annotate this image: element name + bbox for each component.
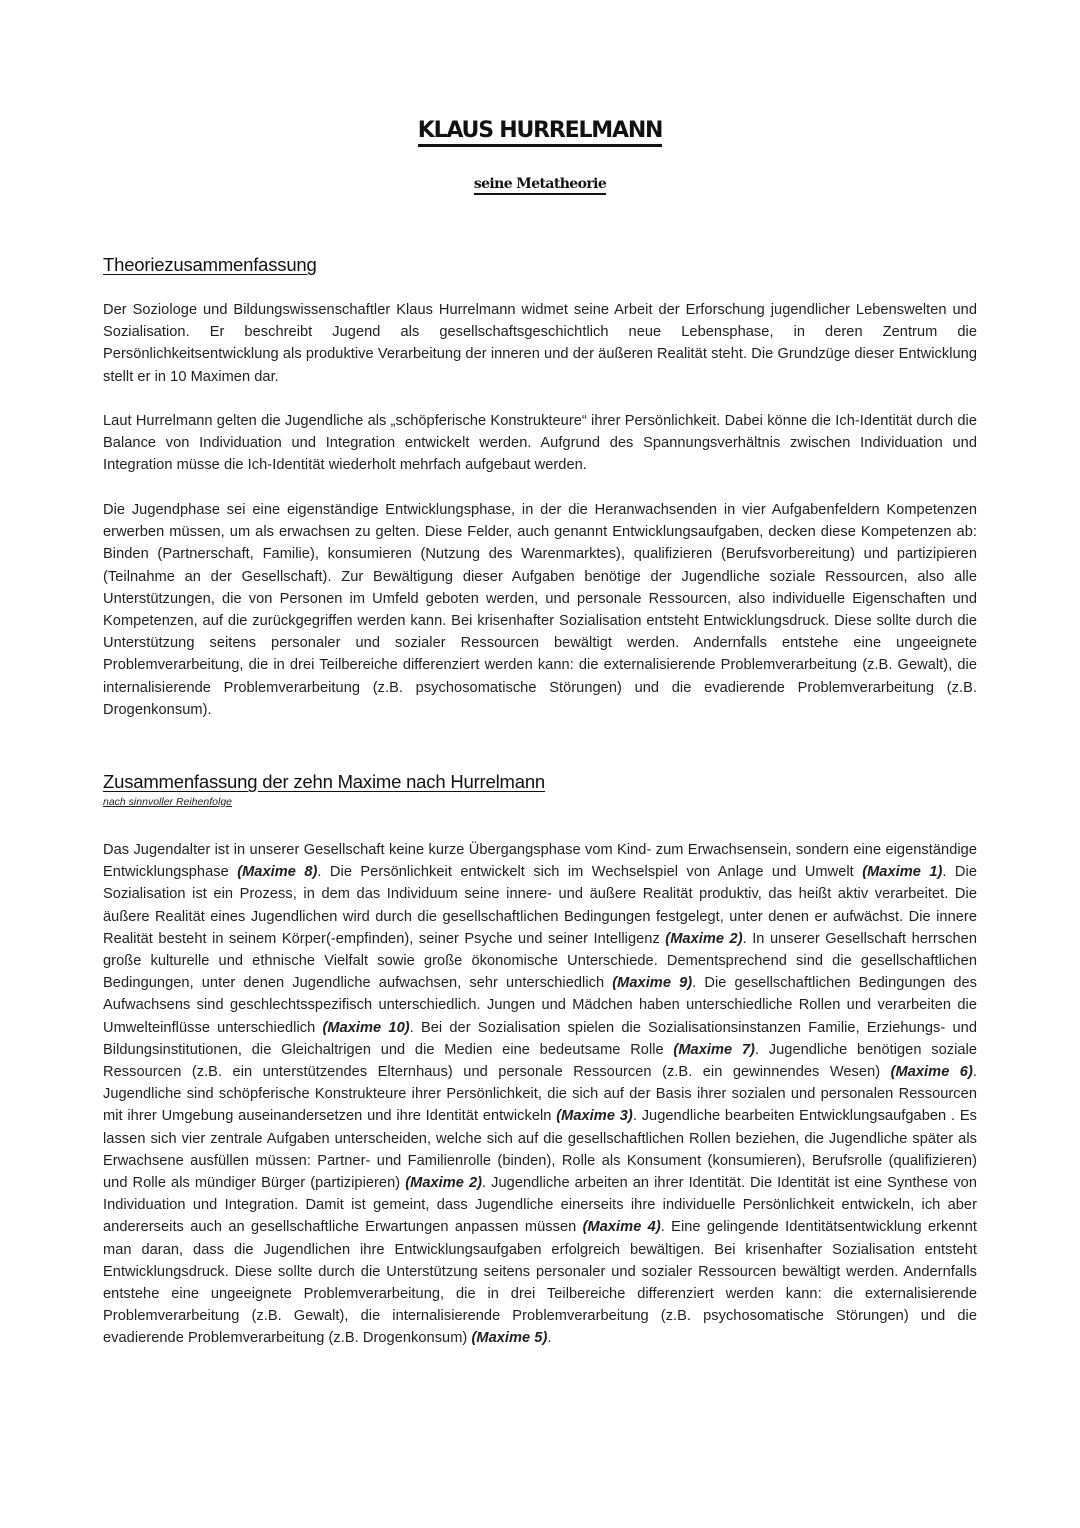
document-subtitle-text: seine Metatheorie [474, 176, 606, 195]
maxims-text-segment: . Die gesellschaftlichen Bedingungen des Aufwachsens sind geschlechtsspezifisch unterschiedlich. Jungen und Mädchen haben unterschiedliche Rollen und verarbeiten die Umwelteinflüsse unterschiedlich [103, 975, 978, 1036]
document-title-text: KLAUS HURRELMANN [418, 118, 663, 147]
maxims-text-segment: . Die Persönlichkeit entwickelt sich im Wechselspiel von Anlage und Umwelt [317, 864, 863, 881]
document-subtitle [103, 175, 977, 195]
maxims-text-segment: . Jugendliche bearbeiten Entwicklungsaufgaben . Es lassen sich vier zentrale Aufgaben unterscheiden, welche sich auf die gesellschaftlichen Rollen beziehen, die Jugendliche später als Erwachsene ausfüllen müssen: Partner- und Familienrolle (binden), Rolle als Konsument (konsumieren), Berufsrolle (qualifizieren) und Rolle als mündiger Bürger (partizipieren) [103, 1108, 977, 1192]
document-title [103, 118, 977, 147]
theory-paragraph-1: Der Soziologe und Bildungswissenschaftler Klaus Hurrelmann widmet seine Arbeit der Erforschung jugendlicher Lebenswelten und Sozialisation. Er beschreibt Jugend als gesellschaftsgeschichtlich neue Lebensphase, in deren Zentrum die Persönlichkeitsentwicklung als produktive Verarbeitung der inneren und der äußeren Realität steht. Die Grundzüge dieser Entwicklung stellt er in 10 Maximen dar. [103, 302, 977, 385]
maxim-reference: (Maxime 9) [612, 975, 693, 992]
maxims-text-segment: . [547, 1330, 552, 1347]
maxim-reference: (Maxime 3) [556, 1108, 633, 1125]
maxim-reference: (Maxime 7) [673, 1041, 755, 1058]
maxims-text-segment: . Jugendliche arbeiten an ihrer Identität. Die Identität ist eine Synthese von Individuation und Integration. Damit ist gemeint, dass Jugendliche einerseits ihre individuelle Persönlichkeit entwickeln, ich aber andererseits auch an gesellschaftliche Erwartungen anpassen müssen [103, 1175, 978, 1236]
maxim-reference: (Maxime 6) [890, 1064, 973, 1081]
maxim-reference: (Maxime 5) [471, 1330, 548, 1347]
maxim-reference: (Maxime 4) [582, 1219, 661, 1236]
theory-paragraph-2: Laut Hurrelmann gelten die Jugendliche als „schöpferische Konstrukteure“ ihrer Persönlichkeit. Dabei könne die Ich-Identität durch die Balance von Individuation und Integration entwickelt werden. Aufgrund des Spannungsverhältnis zwischen Individuation und Integration müsse die Ich-Identität wiederholt mehrfach aufgebaut werden. [103, 413, 977, 474]
maxim-reference: (Maxime 1) [862, 864, 943, 881]
maxim-reference: (Maxime 8) [237, 864, 318, 881]
maxim-reference: (Maxime 2) [665, 930, 743, 947]
maxims-text-segment: Das Jugendalter ist in unserer Gesellschaft keine kurze Übergangsphase vom Kind- zum Erwachsensein, sondern eine eigenständige Entwicklungsphase [103, 842, 977, 881]
section-heading-theory: Theoriezusammenfassung [103, 254, 317, 275]
section-heading-maxims: Zusammenfassung der zehn Maxime nach Hurrelmann [103, 771, 545, 792]
maxim-reference: (Maxime 2) [405, 1175, 483, 1192]
maxims-text-segment: . In unserer Gesellschaft herrschen große kulturelle und ethnische Vielfalt sowie große ökonomische Unterschiede. Dementsprechend sind die gesellschaftlichen Bedingungen, unter denen Jugendliche aufwachsen, sehr unterschiedlich [103, 930, 977, 992]
maxim-reference: (Maxime 10) [322, 1019, 410, 1036]
maxims-text-segment: . Bei der Sozialisation spielen die Sozialisationsinstanzen Familie, Erziehungs- und Bildungsinstitutionen, die Gleichaltrigen und die Medien eine bedeutsame Rolle [103, 1019, 977, 1058]
maxims-text-segment: . Die Sozialisation ist ein Prozess, in dem das Individuum seine innere- und äußere Realität produktiv, das heißt aktiv verarbeitet. Die äußere Realität eines Jugendlichen wird durch die gesellschaftlichen Bedingungen festgelegt, unter denen er aufwächst. Die innere Realität besteht in seinem Körper(-empfinden), seiner Psyche und seiner Intelligenz [103, 864, 977, 947]
maxims-text-segment: . Jugendliche benötigen soziale Ressourcen (z.B. ein unterstützendes Elternhaus) und personale Ressourcen (z.B. ein gewinnendes Wesen) [103, 1041, 977, 1081]
section-note-order: nach sinnvoller Reihenfolge [103, 796, 232, 808]
theory-paragraph-3: Die Jugendphase sei eine eigenständige Entwicklungsphase, in der die Heranwachsenden in vier Aufgabenfeldern Kompetenzen erwerben müssen, um als erwachsen zu gelten. Diese Felder, auch genannt Entwicklungsaufgaben, decken diese Kompetenzen ab: Binden (Partnerschaft, Familie), konsumieren (Nutzung des Warenmarktes), qualifizieren (Berufsvorbereitung) und partizipieren (Teilnahme an der Gesellschaft). Zur Bewältigung dieser Aufgaben benötige der Jugendliche soziale Ressourcen, also alle Unterstützungen, die von Personen im Umfeld geboten werden, und personale Ressourcen, also individuelle Eigenschaften und Kompetenzen, auf die zurückgegriffen werden kann. Bei krisenhafter Sozialisation entsteht Entwicklungsdruck. Diese sollte durch die Unterstützung seitens personaler und sozialer Ressourcen bewältigt werden. Andernfalls entstehe eine ungeeignete Problemverarbeitung, die in drei Teilbereiche differenziert werden kann: die externalisierende Problemverarbeitung (z.B. Gewalt), die internalisierende Problemverarbeitung (z.B. psychosomatische Störungen) und die evadierende Problemverarbeitung (z.B. Drogenkonsum). [103, 502, 977, 718]
maxims-text-segment: . Eine gelingende Identitätsentwicklung erkennt man daran, dass die Jugendlichen ihre Entwicklungsaufgaben erfolgreich bewältigen. Bei krisenhafter Sozialisation entsteht Entwicklungsdruck. Diese sollte durch die Unterstützung seitens personaler und sozialer Ressourcen bewältigt werden. Andernfalls entstehe eine ungeeignete Problemverarbeitung, die in drei Teilbereiche differenziert werden kann: die externalisierende Problemverarbeitung (z.B. Gewalt), die internalisierende Problemverarbeitung (z.B. psychosomatische Störungen) und die evadierende Problemverarbeitung (z.B. Drogenkonsum) [103, 1219, 977, 1347]
maxims-paragraph [103, 839, 977, 1350]
maxims-text-segment: . Jugendliche sind schöpferische Konstrukteure ihrer Persönlichkeit, die sich auf der Basis ihrer sozialen und personalen Ressourcen mit ihrer Umgebung auseinandersetzen und ihre Identität entwickeln [103, 1064, 977, 1125]
